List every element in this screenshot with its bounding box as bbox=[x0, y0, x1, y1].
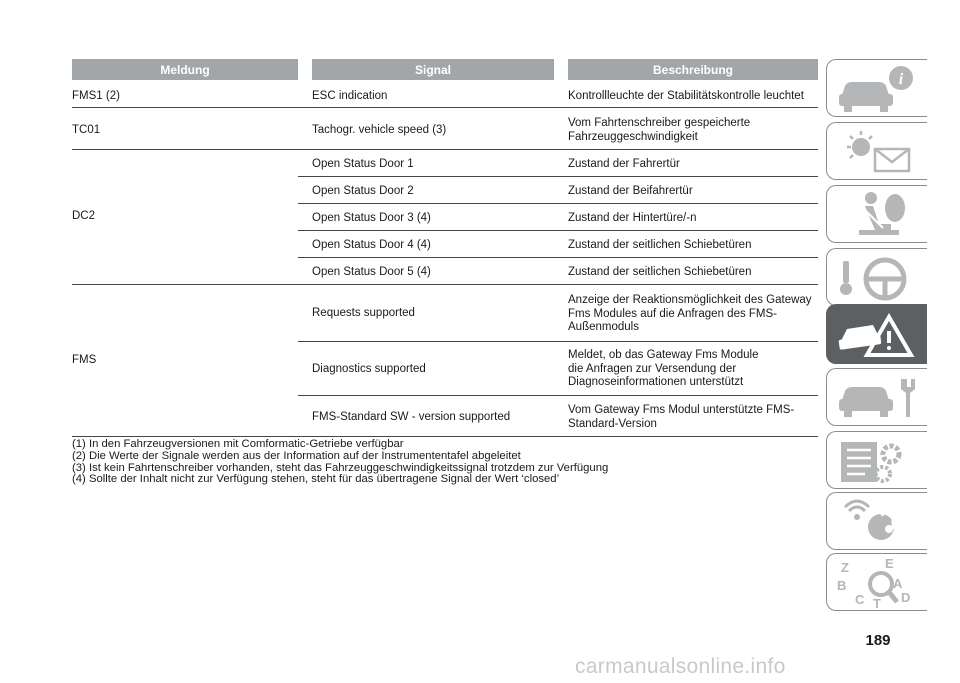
alphabetical-index-icon bbox=[835, 558, 925, 610]
beschreibung-line: die Anfragen zur Versendung der bbox=[568, 362, 737, 375]
beschreibung-line: Vom Gateway Fms Modul unterstützte FMS- bbox=[568, 404, 795, 416]
beschreibung-door-1: Zustand der Fahrertür bbox=[568, 158, 680, 170]
footnote: (1) In den Fahrzeugversionen mit Comformatic-Getriebe verfügbar bbox=[72, 438, 404, 450]
row-divider bbox=[72, 149, 818, 150]
signal-door-4: Open Status Door 4 (4) bbox=[312, 239, 431, 251]
svg-text:i: i bbox=[898, 71, 904, 88]
beschreibung-door-3: Zustand der Hintertüre/-n bbox=[568, 212, 697, 224]
signal-door-5: Open Status Door 5 (4) bbox=[312, 266, 431, 278]
beschreibung-line: Fahrzeuggeschwindigkeit bbox=[568, 130, 698, 143]
beschreibung-line: Vom Fahrtenschreiber gespeicherte bbox=[568, 117, 751, 129]
footnote: (4) Sollte der Inhalt nicht zur Verfügung stehen, steht für das übertragene Signal der Wert ‘closed’ bbox=[72, 473, 560, 486]
row-divider bbox=[298, 176, 818, 177]
row-divider bbox=[298, 257, 818, 258]
row-divider bbox=[298, 230, 818, 231]
beschreibung-line: Meldet, ob das Gateway Fms Module bbox=[568, 349, 759, 361]
beschreibung-line: Standard-Version bbox=[568, 417, 657, 430]
footnote: (3) Ist kein Fahrtenschreiber vorhanden, steht das Fahrzeuggeschwindigkeitssignal trotzdem zur Verfügung bbox=[72, 461, 609, 474]
tab-alphabetical-index[interactable] bbox=[826, 553, 927, 611]
footnote: (2) Die Werte der Signale werden aus der Information auf der Instrumententafel abgeleitet bbox=[72, 449, 521, 462]
tab-car-info[interactable] bbox=[826, 59, 927, 117]
watermark: carmanualsonline.info bbox=[575, 655, 786, 678]
beschreibung-door-2: Zustand der Beifahrertür bbox=[568, 185, 693, 197]
index-letter: C bbox=[855, 592, 865, 607]
table-bottom-rule bbox=[72, 436, 818, 437]
beschreibung-requests bbox=[568, 294, 812, 335]
signal-door-1: Open Status Door 1 bbox=[312, 158, 414, 170]
beschreibung-door-5: Zustand der seitlichen Schiebetüren bbox=[568, 266, 752, 278]
emergency-warning-triangle-icon bbox=[835, 309, 925, 361]
technical-data-icon bbox=[835, 436, 925, 486]
tab-emergency[interactable] bbox=[826, 304, 927, 364]
row-divider bbox=[72, 107, 818, 108]
header-meldung: Meldung bbox=[72, 59, 298, 80]
signal-tachogr-speed: Tachogr. vehicle speed (3) bbox=[312, 124, 447, 136]
beschreibung-tc01 bbox=[568, 117, 750, 144]
beschreibung-diagnostics bbox=[568, 349, 758, 390]
meldung-fms1: FMS1 (2) bbox=[72, 90, 120, 102]
warning-lights-messages-icon bbox=[835, 127, 925, 177]
signal-requests-supported: Requests supported bbox=[312, 307, 415, 319]
meldung-dc2: DC2 bbox=[72, 210, 96, 222]
header-signal: Signal bbox=[312, 59, 554, 80]
beschreibung-line: Diagnoseinformationen unterstützt bbox=[568, 376, 744, 388]
row-divider bbox=[298, 203, 818, 204]
header-beschreibung: Beschreibung bbox=[568, 59, 818, 80]
tab-warning-lights[interactable] bbox=[826, 122, 927, 180]
starting-driving-icon bbox=[835, 253, 925, 303]
table-header bbox=[72, 59, 818, 80]
beschreibung-fms1: Kontrollleuchte der Stabilitätskontrolle leuchtet bbox=[568, 90, 804, 102]
index-letter: T bbox=[873, 596, 881, 610]
beschreibung-line: Außenmoduls bbox=[568, 321, 639, 333]
tab-multimedia[interactable] bbox=[826, 492, 927, 550]
multimedia-icon bbox=[835, 497, 925, 547]
beschreibung-door-4: Zustand der seitlichen Schiebetüren bbox=[568, 239, 752, 251]
index-letter: E bbox=[885, 558, 894, 571]
car-info-icon bbox=[835, 64, 925, 114]
meldung-fms: FMS bbox=[72, 354, 97, 366]
index-letter: A bbox=[893, 576, 903, 591]
beschreibung-line: Fms Modules auf die Anfragen des FMS- bbox=[568, 307, 778, 320]
row-divider bbox=[298, 395, 818, 396]
signal-fms-standard-sw: FMS-Standard SW - version supported bbox=[312, 411, 511, 423]
meldung-tc01: TC01 bbox=[72, 124, 101, 136]
index-letter: B bbox=[837, 578, 847, 593]
signal-door-2: Open Status Door 2 bbox=[312, 185, 414, 197]
beschreibung-line: Anzeige der Reaktionsmöglichkeit des Gateway bbox=[568, 294, 812, 306]
safety-airbag-icon bbox=[835, 190, 925, 240]
tab-maintenance[interactable] bbox=[826, 368, 927, 426]
tab-technical-data[interactable] bbox=[826, 431, 927, 489]
maintenance-car-wrench-icon bbox=[835, 373, 925, 423]
footnotes bbox=[72, 439, 608, 486]
row-divider bbox=[72, 284, 818, 285]
signal-diagnostics-supported: Diagnostics supported bbox=[312, 363, 426, 375]
signal-esc-indication: ESC indication bbox=[312, 90, 388, 102]
row-divider bbox=[298, 341, 818, 342]
index-letter: D bbox=[901, 590, 911, 605]
index-letter: Z bbox=[841, 560, 849, 575]
page-number: 189 bbox=[865, 632, 891, 649]
beschreibung-fms-standard bbox=[568, 404, 794, 431]
signal-door-3: Open Status Door 3 (4) bbox=[312, 212, 431, 224]
tab-safety[interactable] bbox=[826, 185, 927, 243]
tab-starting-driving[interactable] bbox=[826, 248, 927, 306]
